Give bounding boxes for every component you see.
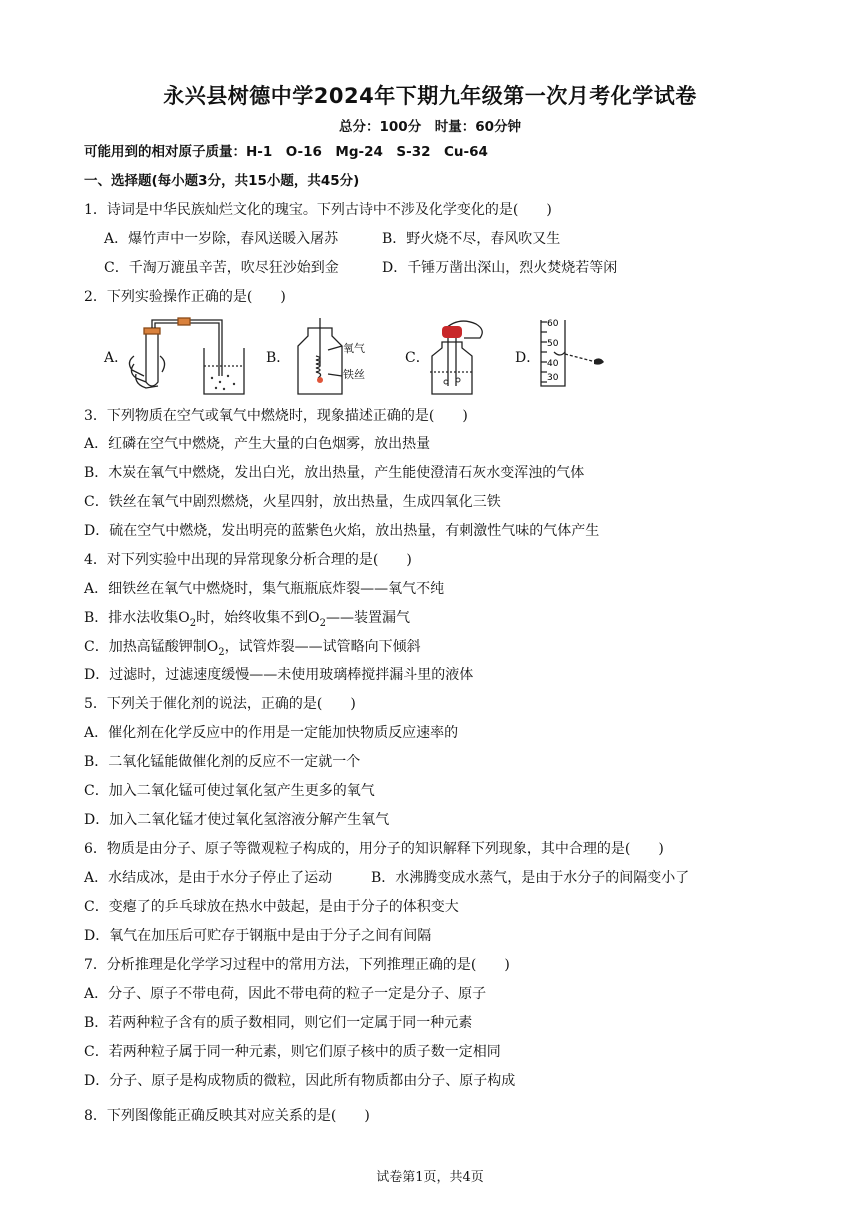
q8-stem: 8．下列图像能正确反映其对应关系的是( ): [84, 1108, 370, 1124]
q2-option-a: A．: [104, 350, 129, 366]
q4-option-d: D．过滤时，过滤速度缓慢——未使用玻璃棒搅拌漏斗里的液体: [84, 667, 474, 683]
q1-option-a: A．爆竹声中一岁除，春风送暖入屠苏: [104, 231, 339, 247]
fig-label-oxygen: 氧气: [343, 342, 365, 355]
tick-label: 40: [547, 359, 559, 369]
q6-option-d: D．氧气在加压后可贮存于钢瓶中是由于分子之间有间隔: [84, 928, 432, 944]
q4-option-b: B．排水法收集$O_2$时，始终收集不到$O_2——$装置漏气: [84, 610, 410, 629]
tick-label: 30: [547, 373, 559, 383]
q3-stem: 3．下列物质在空气或氧气中燃烧时，现象描述正确的是( ): [84, 408, 468, 424]
q7-option-d: D．分子、原子是构成物质的微粒，因此所有物质都由分子、原子构成: [84, 1073, 516, 1089]
q5-option-d: D．加入二氧化锰才使过氧化氢溶液分解产生氧气: [84, 812, 390, 828]
q1-option-d: D．千锤万凿出深山，烈火焚烧若等闲: [382, 260, 618, 276]
q5-option-c: C．加入二氧化锰可使过氧化氢产生更多的氧气: [84, 783, 375, 799]
q6-option-c: C．变瘪了的乒乓球放在热水中鼓起，是由于分子的体积变大: [84, 899, 459, 915]
q2-stem: 2．下列实验操作正确的是( ): [84, 289, 286, 305]
iron-wire-combustion-figure: [292, 316, 374, 398]
tick-label: 60: [547, 319, 559, 329]
q3-option-c: C．铁丝在氧气中剧烈燃烧，火星四射，放出热量，生成四氧化三铁: [84, 494, 501, 510]
q1-stem: 1．诗词是中华民族灿烂文化的瑰宝。下列古诗中不涉及化学变化的是( ): [84, 202, 552, 218]
q6-stem: 6．物质是由分子、原子等微观粒子构成的，用分子的知识解释下列现象，其中合理的是( ): [84, 841, 664, 857]
q1-option-b: B．野火烧不尽，春风吹又生: [382, 231, 561, 247]
page-footer: 试卷第1页，共4页: [376, 1170, 484, 1185]
fig-label-iron-wire: 铁丝: [343, 368, 365, 381]
q5-option-b: B．二氧化锰能做催化剂的反应不一定就一个: [84, 754, 361, 770]
q2-option-b: B．: [266, 350, 291, 366]
q6-option-a: A．水结成冰，是由于水分子停止了运动: [84, 870, 333, 886]
atomic-mass-info: 可能用到的相对原子质量：H-1 O-16 Mg-24 S-32 Cu-64: [84, 144, 488, 160]
q4-option-c: C．加热高锰酸钾制$O_2$，试管炸裂——试管略向下倾斜: [84, 639, 421, 658]
gas-tightness-check-figure: [124, 316, 248, 398]
dropper-figure: [424, 316, 494, 398]
q7-option-b: B．若两种粒子含有的质子数相同，则它们一定属于同一种元素: [84, 1015, 473, 1031]
cylinder-reading-figure: [538, 318, 608, 390]
q5-stem: 5．下列关于催化剂的说法，正确的是( ): [84, 696, 356, 712]
score-time-info: 总分：100分 时量：60分钟: [339, 119, 521, 135]
q6-option-b: B．水沸腾变成水蒸气，是由于水分子的间隔变小了: [371, 870, 690, 886]
tick-label: 50: [547, 339, 559, 349]
section-heading: 一、选择题(每小题3分，共15小题，共45分): [84, 173, 360, 189]
q7-option-c: C．若两种粒子属于同一种元素，则它们原子核中的质子数一定相同: [84, 1044, 501, 1060]
q7-option-a: A．分子、原子不带电荷，因此不带电荷的粒子一定是分子、原子: [84, 986, 487, 1002]
q2-option-c: C．: [405, 350, 430, 366]
q2-option-d: D．: [515, 350, 541, 366]
page-title: 永兴县树德中学2024年下期九年级第一次月考化学试卷: [163, 84, 697, 108]
q4-stem: 4．对下列实验中出现的异常现象分析合理的是( ): [84, 552, 412, 568]
eye-icon: [594, 358, 604, 364]
q3-option-a: A．红磷在空气中燃烧，产生大量的白色烟雾，放出热量: [84, 436, 431, 452]
q1-option-c: C．千淘万漉虽辛苦，吹尽狂沙始到金: [104, 260, 339, 276]
q3-option-b: B．木炭在氧气中燃烧，发出白光，放出热量，产生能使澄清石灰水变浑浊的气体: [84, 465, 585, 481]
q4-option-a: A．细铁丝在氧气中燃烧时，集气瓶瓶底炸裂——氧气不纯: [84, 581, 445, 597]
q5-option-a: A．催化剂在化学反应中的作用是一定能加快物质反应速率的: [84, 725, 459, 741]
q7-stem: 7．分析推理是化学学习过程中的常用方法，下列推理正确的是( ): [84, 957, 510, 973]
q3-option-d: D．硫在空气中燃烧，发出明亮的蓝紫色火焰，放出热量，有刺激性气味的气体产生: [84, 523, 600, 539]
